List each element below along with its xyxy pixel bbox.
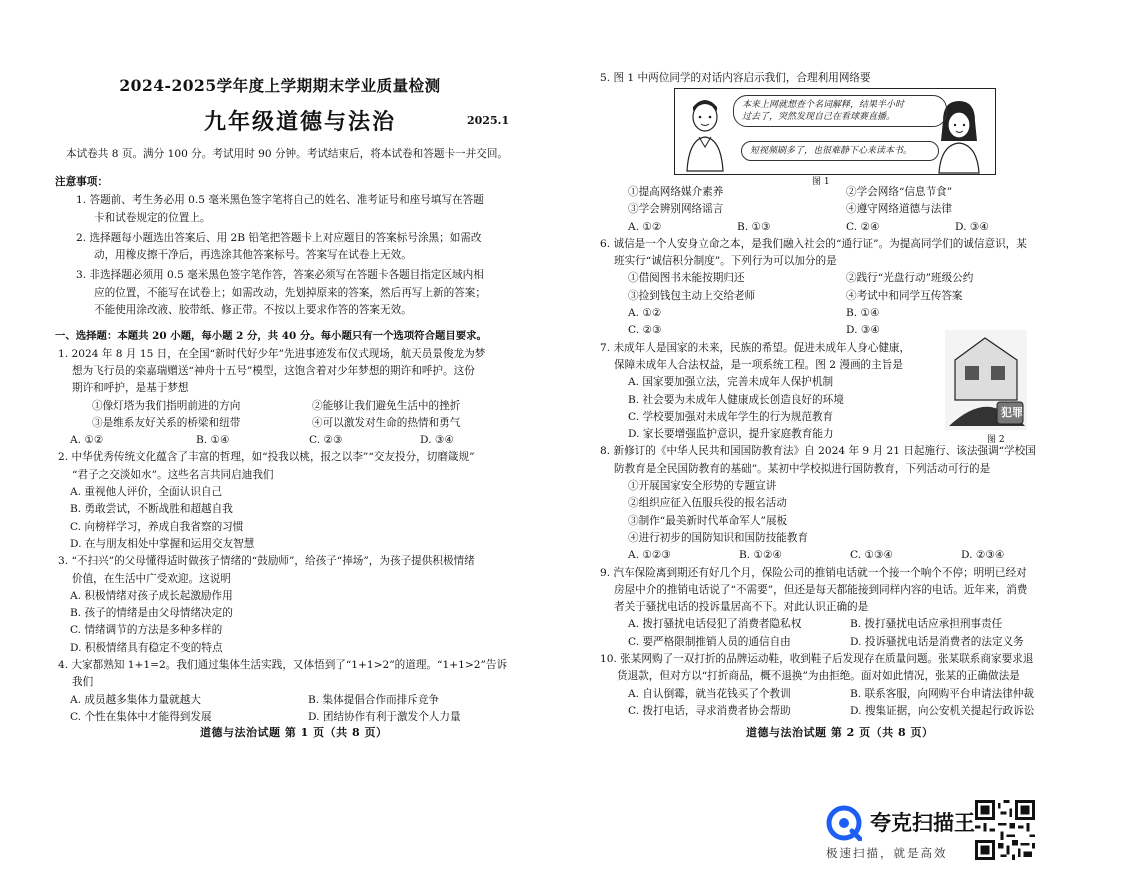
- q8-statement: ①开展国家安全形势的专题宣讲: [628, 480, 777, 493]
- question-1: [58, 346, 528, 450]
- figure-1-caption: 图 1: [812, 177, 830, 187]
- question-8: [600, 443, 1065, 564]
- q1-option: D. ③④: [420, 434, 454, 447]
- q7-option: C. 学校要加强对未成年学生的行为规范教育: [628, 410, 834, 423]
- q3-option: C. 情绪调节的方法是多种多样的: [70, 624, 223, 637]
- note-1: 1. 答题前、考生务必用 0.5 毫米黑色签字笔将自己的姓名、准考证号和座号填写在答题: [76, 194, 484, 207]
- q6-stem-line: 6. 诚信是一个人安身立命之本，是我们融入社会的“通行证”。为提高同学们的诚信意识，某: [600, 237, 1027, 250]
- q5-option: C. ②④: [846, 220, 880, 233]
- note-3-cont: 应的位置，不能写在试卷上；如需改动，先划掉原来的答案，然后再写上新的答案；: [94, 286, 486, 299]
- q5-stem: 5. 图 1 中两位同学的对话内容启示我们，合理利用网络要: [600, 72, 871, 84]
- q7-stem-line: 保障未成年人合法权益，是一项系统工程。图 2 漫画的主旨是: [614, 358, 903, 371]
- q9-option: B. 拨打骚扰电话应承担刑事责任: [850, 618, 1003, 631]
- q10-stem-line: 货退款，但对方以“打折商品，概不退换”为由拒绝。面对如此情况，张某的正确做法是: [617, 670, 1020, 683]
- page-footer-left: 道德与法治试题 第 1 页（共 8 页）: [200, 726, 388, 739]
- q5-statement: ①提高网络媒介素养: [628, 186, 724, 198]
- q7-option: B. 社会要为未成年人健康成长创造良好的环境: [628, 393, 844, 406]
- qr-code: [975, 800, 1035, 860]
- right-column-lower: [600, 184, 1065, 720]
- brand-slogan: 极速扫描，就是高效: [826, 846, 948, 860]
- speech-bubble-1: [733, 95, 947, 127]
- q3-option: B. 孩子的情绪是由父母情绪决定的: [70, 607, 233, 620]
- q4-option: D. 团结协作有利于激发个人力量: [308, 710, 461, 723]
- qr-code-graphic: [975, 800, 1035, 860]
- q5-option: B. ①③: [737, 220, 771, 233]
- q8-option: D. ②③④: [961, 549, 1005, 562]
- q6-statement: ④考试中和同学互传答案: [846, 289, 963, 302]
- brand-name: 夸克扫描王: [870, 811, 975, 835]
- q5-option: D. ③④: [955, 220, 989, 233]
- q6-option: B. ①④: [846, 307, 880, 320]
- q9-stem-line: 9. 汽车保险离到期还有好几个月，保险公司的推销电话就一个接一个响个不停；明明已经对: [600, 566, 1027, 579]
- q2-option: D. 在与朋友相处中掌握和运用交友智慧: [70, 537, 255, 550]
- q1-stem-line: 期许和呼护，是基于梦想: [72, 382, 189, 395]
- boy-figure: [687, 100, 723, 171]
- right-column: [600, 70, 1065, 87]
- q8-stem-line: 8. 新修订的《中华人民共和国国防教育法》自 2024 年 9 月 21 日起施行、该法强调“学校国: [600, 445, 1036, 458]
- q3-stem-line: 3. “不扫兴”的父母懂得适时做孩子情绪的“鼓励师”，给孩子“捧场”，为孩子提供积极情绪: [58, 555, 475, 568]
- q9-stem-line: 房屋中介的推销电话说了“不需要”，但还是每天都能接到同样内容的电话。近年来，消费: [614, 583, 1028, 596]
- note-3: 3. 非选择题必须用 0.5 毫米黑色签字笔作答，答案必须写在答题卡各题目指定区域内相: [76, 269, 484, 282]
- q8-statement: ③制作“最美新时代革命军人”展板: [628, 514, 788, 527]
- q1-stem-line: 1. 2024 年 8 月 15 日，在全国“新时代好少年”先进事迹发布仪式现场，航天员景俊龙为梦: [58, 347, 486, 360]
- q2-option: A. 重视他人评价，全面认识自己: [70, 486, 223, 499]
- q9-option: A. 拨打骚扰电话侵犯了消费者隐私权: [628, 618, 802, 631]
- question-6: [600, 236, 1065, 340]
- q1-option: A. ①②: [70, 434, 104, 447]
- q1-stem-line: 想为飞行员的栾嘉瑞赠送“神舟十五号”模型，这饱含着对少年梦想的期许和呼护。这份: [72, 364, 475, 377]
- q10-option: B. 联系客服，向网购平台申请法律仲裁: [850, 687, 1035, 700]
- figure-2-caption: 图 2: [987, 435, 1005, 445]
- q1-statement: ②能够让我们避免生活中的挫折: [312, 399, 461, 412]
- q6-stem-line: 班实行“诚信积分制度”。下列行为可以加分的是: [614, 255, 837, 268]
- q4-option: C. 个性在集体中才能得到发展: [70, 710, 212, 723]
- q6-option: D. ③④: [846, 324, 880, 337]
- note-1-cont: 卡和试卷规定的位置上。: [94, 211, 211, 224]
- exam-title: 2024-2025学年度上学期期末学业质量检测: [119, 76, 441, 95]
- figure-2-cartoon: [945, 330, 1027, 430]
- q5-statement: ②学会网络“信息节食”: [846, 186, 953, 198]
- q6-option: C. ②③: [628, 324, 662, 337]
- q8-statement: ④进行初步的国防知识和国防技能教育: [628, 531, 809, 544]
- section-heading: 一、选择题：本题共 20 小题，每小题 2 分，共 40 分。每小题只有一个选项符合题目要求。: [55, 330, 487, 343]
- q2-stem-line: “君子之交淡如水”。这些名言共同启迪我们: [72, 468, 274, 481]
- q3-stem-line: 价值，在生活中广受欢迎。这说明: [72, 572, 231, 585]
- q4-option: A. 成员越多集体力量就越大: [70, 693, 201, 706]
- q3-option: A. 积极情绪对孩子成长起激励作用: [70, 589, 233, 602]
- question-10: [600, 651, 1065, 720]
- figure-1-dialogue: [674, 88, 996, 175]
- q9-stem-line: 者关于骚扰电话的投诉量居高不下。对此认识正确的是: [614, 601, 869, 614]
- q2-stem-line: 2. 中华优秀传统文化蕴含了丰富的哲理，如“投我以桃，报之以李”“交友投分，切磨箴规”: [58, 451, 475, 464]
- note-3-cont2: 不能使用涂改液、胶带纸、修正带。不按以上要求作答的答案无效。: [94, 304, 412, 317]
- q7-option: A. 国家要加强立法，完善未成年人保护机制: [628, 376, 834, 389]
- question-4: [58, 657, 528, 726]
- quark-logo-icon: [826, 805, 862, 841]
- q6-statement: ②践行“光盘行动”班级公约: [846, 272, 974, 285]
- q6-statement: ①借阅图书未能按期归还: [628, 272, 745, 285]
- q10-option: D. 搜集证据，向公安机关提起行政诉讼: [850, 704, 1035, 717]
- q9-option: D. 投诉骚扰电话是消费者的法定义务: [850, 635, 1024, 648]
- q1-option: B. ①④: [196, 434, 230, 447]
- q10-option: C. 拨打电话，寻求消费者协会帮助: [628, 704, 791, 717]
- subject-title: 九年级道德与法治: [203, 109, 396, 135]
- q1-statement: ①像灯塔为我们指明前进的方向: [92, 399, 241, 412]
- q1-statement: ③是维系友好关系的桥梁和纽带: [92, 416, 241, 429]
- q8-option: B. ①②④: [739, 549, 783, 562]
- q10-option: A. 自认倒霉，就当花钱买了个教训: [628, 687, 791, 700]
- q8-stem-line: 防教育是全民国防教育的基础”。某初中学校拟进行国防教育，下列活动可行的是: [614, 462, 991, 475]
- q9-option: C. 要严格限制推销人员的通信自由: [628, 635, 791, 648]
- question-3: [58, 553, 528, 657]
- q2-option: B. 勇敢尝试，不断战胜和超越自我: [70, 503, 233, 516]
- bubble-1-line: 本来上网就想查个名词解释，结果半小时: [742, 100, 905, 110]
- q5-option: A. ①②: [628, 220, 662, 233]
- question-9: [600, 565, 1065, 651]
- note-2-cont: 动，用橡皮擦干净后，再选涂其他答案标号。答案写在试卷上无效。: [94, 249, 412, 262]
- q1-option: C. ②③: [309, 434, 343, 447]
- q7-stem-line: 7. 未成年人是国家的未来，民族的希望。促进未成年人身心健康，: [600, 341, 911, 354]
- question-2: [58, 449, 528, 553]
- q6-option: A. ①②: [628, 307, 662, 320]
- left-column: [55, 174, 528, 726]
- q1-statement: ④可以激发对生命的热情和勇气: [312, 416, 461, 429]
- q4-stem-line: 我们: [72, 676, 94, 689]
- speech-bubble-2: 短视频刷多了，也很难静下心来读本书。: [741, 141, 939, 161]
- q6-statement: ③捡到钱包主动上交给老师: [628, 289, 756, 302]
- bubble-1-line: 过去了，突然发现自己在看球赛直播。: [742, 112, 896, 122]
- q8-option: A. ①②③: [628, 549, 671, 562]
- q4-stem-line: 4. 大家都熟知 1+1=2。我们通过集体生活实践，又体悟到了“1+1>2”的道理。“1+1>2”告诉: [58, 659, 508, 672]
- q5-statement: ③学会辨别网络谣言: [628, 203, 724, 216]
- exam-date: 2025.1: [467, 114, 510, 127]
- q5-statement: ④遵守网络道德与法律: [846, 203, 952, 216]
- q10-stem-line: 10. 张某网购了一双打折的品牌运动鞋，收到鞋子后发现存在质量问题。张某联系商家要求退: [600, 653, 1034, 666]
- cartoon-label: 犯罪: [1001, 406, 1023, 419]
- exam-intro: 本试卷共 8 页。满分 100 分。考试用时 90 分钟。考试结束后，将本试卷和答题卡一并交回。: [66, 148, 509, 160]
- notes-heading: 注意事项：: [55, 176, 108, 188]
- q3-option: D. 积极情绪具有稳定不变的特点: [70, 641, 223, 654]
- q8-option: C. ①③④: [850, 549, 893, 562]
- q7-option: D. 家长要增强监护意识，提升家庭教育能力: [628, 428, 834, 441]
- q2-option: C. 向榜样学习，养成自我省察的习惯: [70, 520, 244, 533]
- q8-statement: ②组织应征入伍服兵役的报名活动: [628, 497, 787, 510]
- q4-option: B. 集体提倡合作而排斥竞争: [308, 693, 440, 706]
- note-2: 2. 选择题每小题选出答案后、用 2B 铅笔把答题卡上对应题目的答案标号涂黑；如需改: [76, 231, 482, 244]
- page-footer-right: 道德与法治试题 第 2 页（共 8 页）: [746, 726, 934, 739]
